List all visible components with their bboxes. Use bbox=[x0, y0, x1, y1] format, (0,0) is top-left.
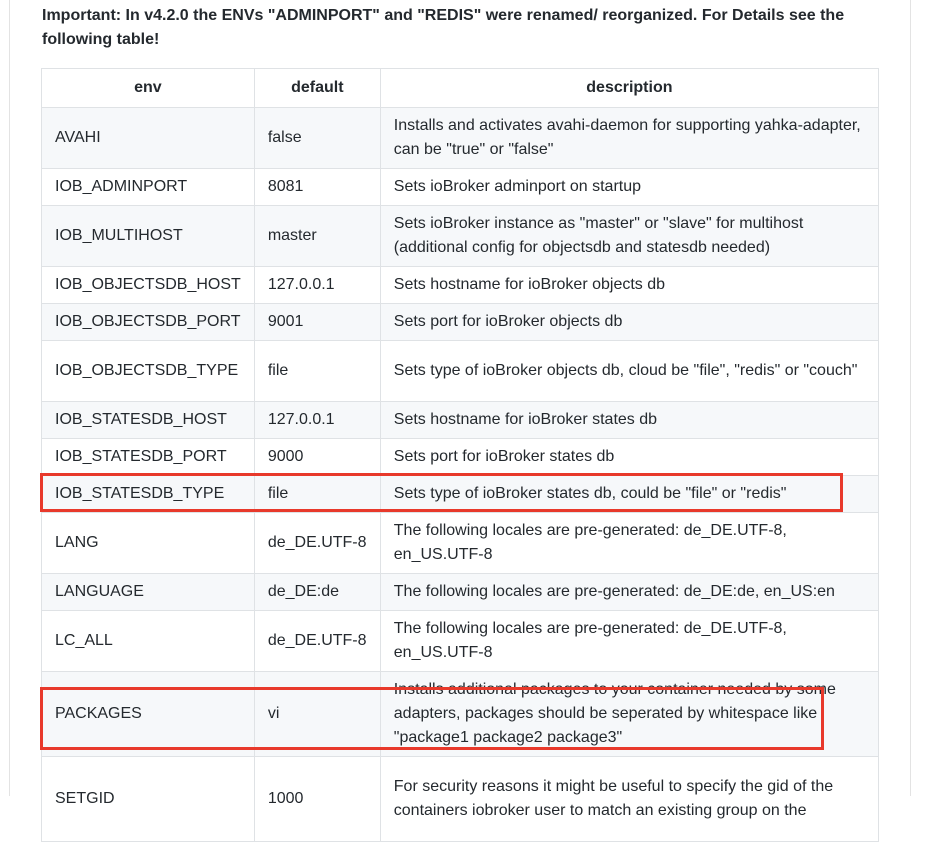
default-cell: 8081 bbox=[254, 169, 380, 206]
env-cell: IOB_STATESDB_HOST bbox=[42, 402, 255, 439]
table-row bbox=[42, 341, 879, 402]
default-cell: 9000 bbox=[254, 439, 380, 476]
env-cell: PACKAGES bbox=[42, 672, 255, 757]
column-header-default: default bbox=[254, 69, 380, 108]
table-header-row bbox=[42, 69, 879, 108]
env-cell: AVAHI bbox=[42, 108, 255, 169]
env-cell: IOB_OBJECTSDB_TYPE bbox=[42, 341, 255, 402]
default-cell: de_DE.UTF-8 bbox=[254, 611, 380, 672]
description-cell: Sets type of ioBroker states db, could be "file" or "redis" bbox=[380, 476, 878, 513]
description-cell: For security reasons it might be useful to specify the gid of the containers iobroker user to match an existing group on the bbox=[380, 757, 878, 842]
env-cell: LANGUAGE bbox=[42, 574, 255, 611]
description-cell: The following locales are pre-generated: de_DE.UTF-8, en_US.UTF-8 bbox=[380, 513, 878, 574]
table-row bbox=[42, 267, 879, 304]
table-row bbox=[42, 672, 879, 757]
env-cell: IOB_ADMINPORT bbox=[42, 169, 255, 206]
table-row bbox=[42, 402, 879, 439]
table-row bbox=[42, 169, 879, 206]
description-cell: Sets type of ioBroker objects db, cloud be "file", "redis" or "couch" bbox=[380, 341, 878, 402]
default-cell: file bbox=[254, 476, 380, 513]
default-cell: de_DE.UTF-8 bbox=[254, 513, 380, 574]
default-cell: 127.0.0.1 bbox=[254, 267, 380, 304]
env-cell: IOB_OBJECTSDB_PORT bbox=[42, 304, 255, 341]
description-cell: Installs and activates avahi-daemon for supporting yahka-adapter, can be "true" or "false" bbox=[380, 108, 878, 169]
description-cell: Sets hostname for ioBroker states db bbox=[380, 402, 878, 439]
default-cell: vi bbox=[254, 672, 380, 757]
table-row bbox=[42, 513, 879, 574]
description-cell: Sets port for ioBroker states db bbox=[380, 439, 878, 476]
description-cell: Sets ioBroker instance as "master" or "slave" for multihost (additional config for objectsdb and statesdb needed) bbox=[380, 206, 878, 267]
table-row bbox=[42, 476, 879, 513]
table-row bbox=[42, 304, 879, 341]
env-cell: IOB_STATESDB_PORT bbox=[42, 439, 255, 476]
env-cell: SETGID bbox=[42, 757, 255, 842]
table-row bbox=[42, 611, 879, 672]
default-cell: 127.0.0.1 bbox=[254, 402, 380, 439]
default-cell: de_DE:de bbox=[254, 574, 380, 611]
default-cell: file bbox=[254, 341, 380, 402]
column-header-description: description bbox=[380, 69, 878, 108]
description-cell: Sets ioBroker adminport on startup bbox=[380, 169, 878, 206]
table-row bbox=[42, 757, 879, 842]
description-cell: Installs additional packages to your container needed by some adapters, packages should be seperated by whitespace like "package1 package2 package3" bbox=[380, 672, 878, 757]
description-cell: The following locales are pre-generated: de_DE:de, en_US:en bbox=[380, 574, 878, 611]
env-cell: IOB_MULTIHOST bbox=[42, 206, 255, 267]
default-cell: 1000 bbox=[254, 757, 380, 842]
env-cell: IOB_OBJECTSDB_HOST bbox=[42, 267, 255, 304]
env-table bbox=[41, 68, 879, 842]
default-cell: 9001 bbox=[254, 304, 380, 341]
env-cell: IOB_STATESDB_TYPE bbox=[42, 476, 255, 513]
default-cell: master bbox=[254, 206, 380, 267]
default-cell: false bbox=[254, 108, 380, 169]
description-cell: The following locales are pre-generated: de_DE.UTF-8, en_US.UTF-8 bbox=[380, 611, 878, 672]
table-row bbox=[42, 574, 879, 611]
description-cell: Sets port for ioBroker objects db bbox=[380, 304, 878, 341]
env-cell: LANG bbox=[42, 513, 255, 574]
description-cell: Sets hostname for ioBroker objects db bbox=[380, 267, 878, 304]
table-row bbox=[42, 108, 879, 169]
table-row bbox=[42, 206, 879, 267]
important-notice: Important: In v4.2.0 the ENVs "ADMINPORT" and "REDIS" were renamed/ reorganized. For Details see the following table! bbox=[42, 7, 845, 48]
env-cell: LC_ALL bbox=[42, 611, 255, 672]
table-row bbox=[42, 439, 879, 476]
column-header-env: env bbox=[42, 69, 255, 108]
